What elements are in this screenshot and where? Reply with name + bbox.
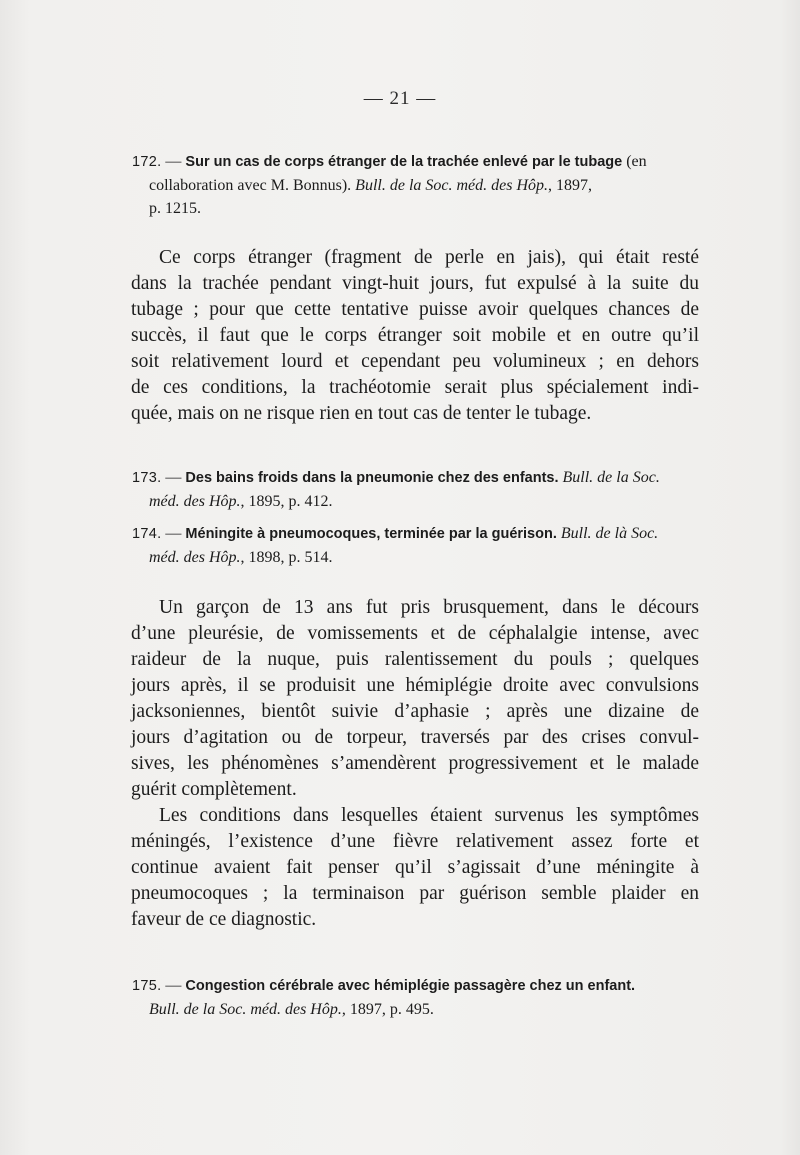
paragraph-line: raideur de la nuque, puis ralentissement du pouls ; quelques [131,649,699,670]
paragraph-line: jacksoniennes, bientôt suivie d’aphasie ; après une dizaine de [131,701,699,722]
paragraph-line: Un garçon de 13 ans fut pris brusquement, dans le décours [159,597,699,618]
paragraph-line: jours d’agitation ou de torpeur, traversés par des crises convul- [131,727,699,748]
paragraph-line: tubage ; pour que cette tentative puisse avoir quelques chances de [131,299,699,320]
entry-number: 175. [132,978,162,994]
paragraph-line: Ce corps étranger (fragment de perle en jais), qui était resté [159,247,699,268]
paragraph-174-case [131,595,699,803]
entry-title: Sur un cas de corps étranger de la trachée enlevé par le tubage [185,154,623,170]
paragraph-line: Les conditions dans lesquelles étaient survenus les symptômes [159,805,699,826]
paragraph-line: pneumocoques ; la terminaison par guérison semble plaider en [131,883,699,904]
paragraph-line: de ces conditions, la trachéotomie serait plus spécialement indi- [131,377,699,398]
entry-reference: méd. des Hôp. [149,549,241,566]
entry-dash: — [161,153,186,170]
bibliography-entry-175 [132,974,697,1021]
entry-number: 172. [132,154,162,170]
paragraph-174-diagnosis [131,803,699,933]
entry-reference: Bull. de la Soc. méd. des Hôp. [149,1001,342,1018]
entry-reference: Bull. de là Soc. [556,525,659,542]
paragraph-172-description [131,245,699,427]
entry-title: Congestion cérébrale avec hémiplégie passagère chez un enfant. [185,978,636,994]
entry-title: Méningite à pneumocoques, terminée par la guérison. [185,526,557,542]
entry-reference-details: , 1898, p. 514. [240,549,333,566]
bibliography-entry-173 [132,466,697,513]
entry-line [132,998,697,1021]
bibliography-entry-174 [132,522,697,569]
entry-line [132,974,697,998]
paragraph-line: continue avaient fait penser qu’il s’agissait d’une méningite à [131,857,699,878]
paragraph-line: d’une pleurésie, de vomissements et de céphalalgie intense, avec [131,623,699,644]
entry-title: Des bains froids dans la pneumonie chez des enfants. [185,470,559,486]
entry-line [132,522,697,546]
entry-line [132,466,697,490]
entry-reference-details: , 1897, p. 495. [341,1001,434,1018]
paragraph-line: dans la trachée pendant vingt-huit jours, fut expulsé à la suite du [131,273,699,294]
paragraph-line: jours après, il se produisit une hémiplégie droite avec convulsions [131,675,699,696]
entry-title-tail: (en [622,153,647,170]
entry-number: 174. [132,526,162,542]
entry-reference-details: , 1895, p. 412. [240,493,333,510]
paragraph-line: guérit complètement. [131,779,297,800]
entry-line [132,174,697,197]
entry-dash: — [161,525,186,542]
page-number: — 21 — [363,88,437,109]
entry-reference: Bull. de la Soc. méd. des Hôp. [355,177,549,194]
paragraph-line: succès, il faut que le corps étranger soit mobile et en outre qu’il [131,325,699,346]
entry-text: collaboration avec M. Bonnus). [149,177,356,194]
entry-reference: Bull. de la Soc. [558,469,660,486]
entry-dash: — [161,977,186,994]
entry-line [132,150,697,174]
paragraph-line: quée, mais on ne risque rien en tout cas de tenter le tubage. [131,403,592,424]
paragraph-line: méningés, l’existence d’une fièvre relativement assez forte et [131,831,699,852]
paragraph-line: faveur de ce diagnostic. [131,909,317,930]
entry-reference-details: , 1897, [548,177,593,194]
entry-line [132,490,697,513]
entry-reference: méd. des Hôp. [149,493,241,510]
paragraph-line: sives, les phénomènes s’amendèrent progressivement et le malade [131,753,699,774]
bibliography-entry-172 [132,150,697,220]
entry-dash: — [161,469,186,486]
paragraph-line: soit relativement lourd et cependant peu volumineux ; en dehors [131,351,699,372]
entry-line [132,546,697,569]
entry-number: 173. [132,470,162,486]
entry-line: p. 1215. [149,200,201,217]
